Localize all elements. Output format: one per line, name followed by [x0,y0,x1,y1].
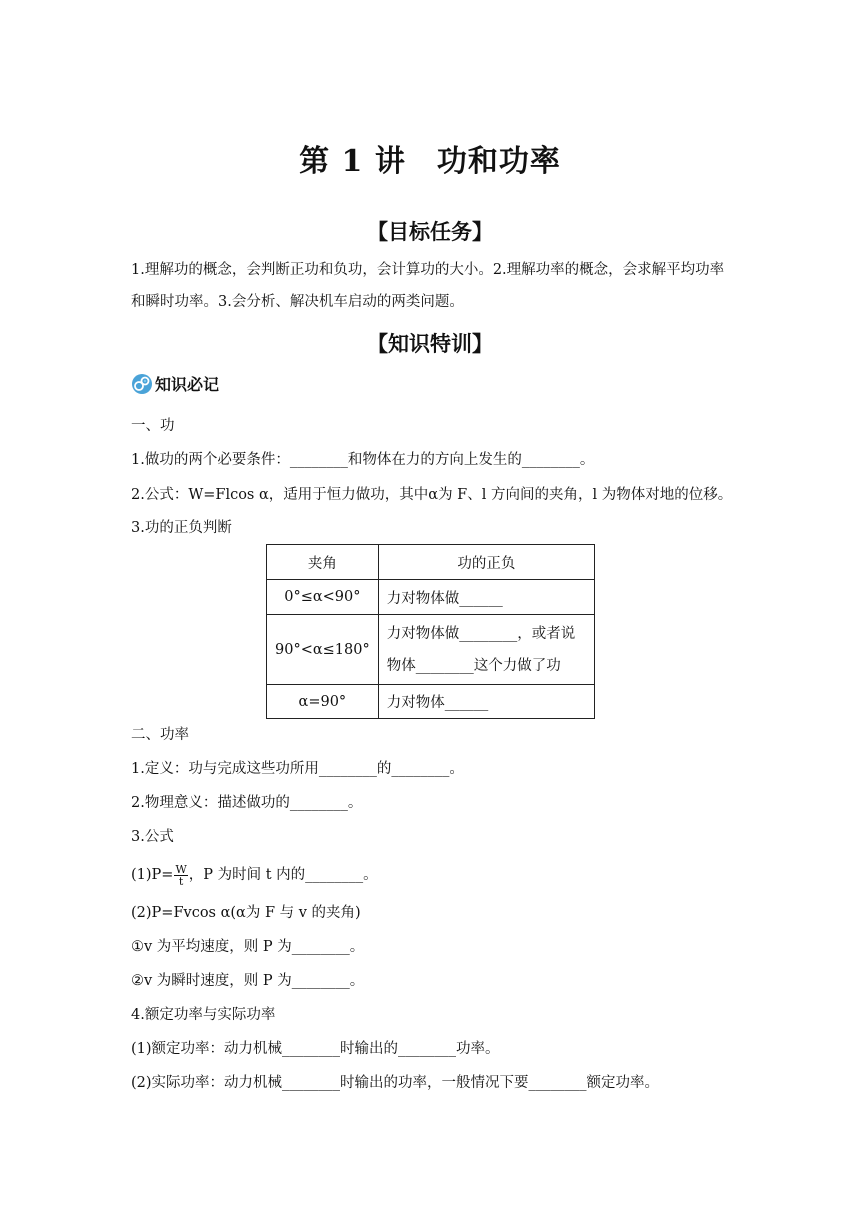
table-cell-angle: 90°<α≤180° [267,615,379,685]
rated-power-line: (1)额定功率：动力机械________时输出的________功率。 [131,1041,500,1057]
table-cell-angle: α=90° [267,685,379,719]
part1-heading: 一、功 [131,418,175,434]
table-row [267,580,595,615]
knowledge-icon [131,373,153,395]
page-title: 第 1 讲 功和功率 [299,144,561,179]
part2-heading: 二、功率 [131,727,189,743]
fraction-w-over-t [174,864,187,887]
power-formula-heading: 3.公式 [131,829,174,845]
work-sign-table [266,544,595,719]
table-header-sign: 功的正负 [378,545,594,580]
power-meaning: 2.物理意义：描述做功的________。 [131,795,363,811]
rated-power-heading: 4.额定功率与实际功率 [131,1007,276,1023]
training-heading: 【知识特训】 [367,331,493,356]
power-formula-2: (2)P=Fvcos α(α为 F 与 v 的夹角) [131,905,361,921]
work-formula: 2.公式：W=Flcos α，适用于恒力做功，其中α为 F、l 方向间的夹角，l 为物体对地的位移。 [131,487,733,503]
table-header-row [267,545,595,580]
goals-text: 1.理解功的概念，会判断正功和负功，会计算功的大小。2.理解功率的概念，会求解平均功率和瞬时功率。3.会分析、解决机车启动的两类问题。 [131,262,725,310]
fraction-numerator: W [175,862,187,876]
goals-heading: 【目标任务】 [367,219,493,244]
table-cell-sign: 力对物体做________，或者说物体________这个力做了功 [378,615,594,685]
table-row [267,615,595,685]
table-row [267,685,595,719]
table-cell-sign: 力对物体做______ [378,580,594,615]
formula-1-prefix: (1)P= [131,867,174,883]
knowledge-subheading-label: 知识必记 [155,375,220,394]
table-header-angle: 夹角 [267,545,379,580]
instant-power-line: ②v 为瞬时速度，则 P 为________。 [131,973,365,989]
knowledge-subheading [131,372,219,395]
power-formula-1 [131,862,378,888]
table-cell-angle: 0°≤α<90° [267,580,379,615]
power-definition: 1.定义：功与完成这些功所用________的________。 [131,761,464,777]
average-power-line: ①v 为平均速度，则 P 为________。 [131,939,365,955]
formula-1-suffix: ，P 为时间 t 内的________。 [188,867,378,883]
work-conditions: 1.做功的两个必要条件：________和物体在力的方向上发生的________。 [131,452,595,468]
work-sign-heading: 3.功的正负判断 [131,520,232,536]
table-cell-sign: 力对物体______ [378,685,594,719]
actual-power-line: (2)实际功率：动力机械________时输出的功率，一般情况下要________额定功率。 [131,1075,660,1091]
fraction-denominator: t [178,874,184,888]
